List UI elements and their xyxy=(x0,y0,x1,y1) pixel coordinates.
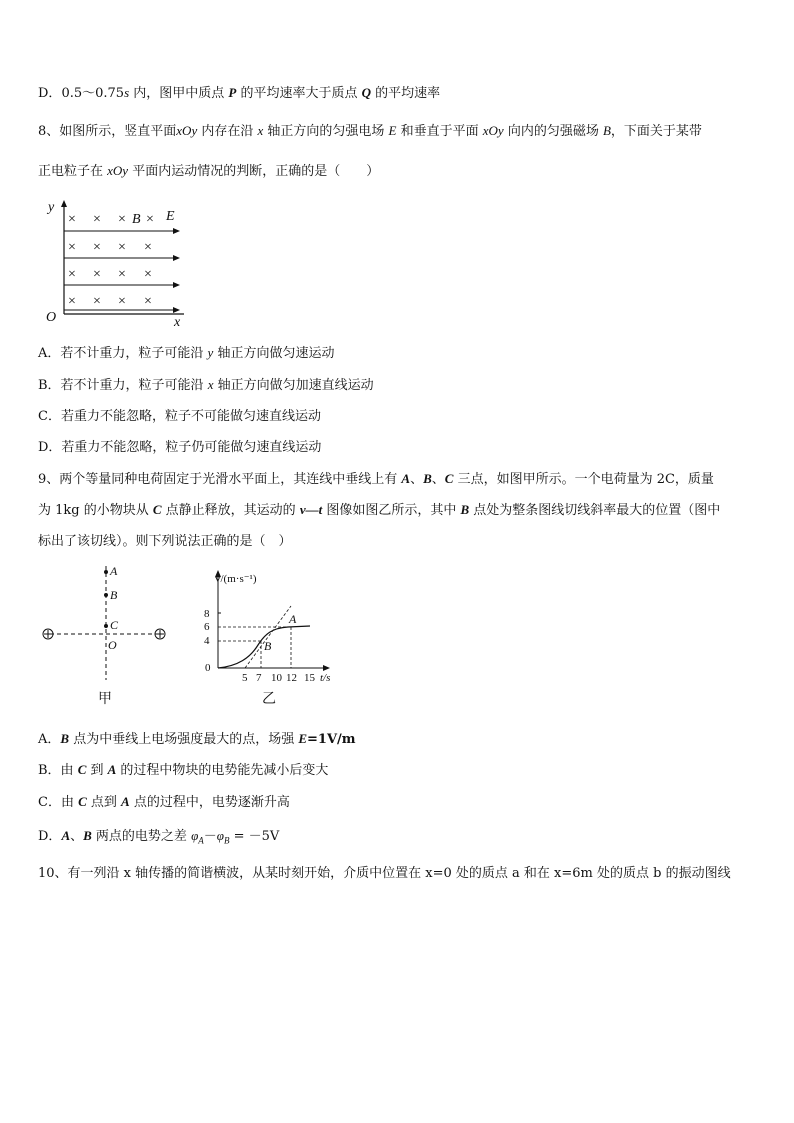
q9-option-c: C．由 C 点到 A 点的过程中，电势逐渐升高 xyxy=(38,794,290,810)
point-c-label: C xyxy=(110,618,119,632)
charge-right xyxy=(155,629,165,639)
y-tick-4: 4 xyxy=(204,635,210,647)
tangent-line xyxy=(245,606,291,668)
curve-point-b: B xyxy=(264,639,272,653)
point-a-label: A xyxy=(110,564,118,578)
svg-text:×: × xyxy=(93,212,101,227)
q9-option-a: A．B 点为中垂线上电场强度最大的点，场强 E=1V/m xyxy=(38,731,356,747)
e-field-label: E xyxy=(166,209,175,224)
svg-text:×: × xyxy=(118,212,126,227)
svg-text:×: × xyxy=(68,240,76,255)
q8-option-a: A．若不计重力，粒子可能沿 y 轴正方向做匀速运动 xyxy=(38,345,335,361)
q10-stem-line1: 10、有一列沿 x 轴传播的简谐横波，从某时刻开始，介质中位置在 x=0 处的质点 a 和在 x=6m 处的质点 b 的振动图线 xyxy=(38,866,731,881)
q9-stem-line3: 标出了该切线）。则下列说法正确的是（ ） xyxy=(38,534,292,549)
x-tick-7: 7 xyxy=(256,672,262,684)
x-tick-15: 15 xyxy=(304,672,315,684)
y-axis-arrow xyxy=(61,200,67,207)
q8-field-figure xyxy=(44,196,204,332)
q9-option-d: D．A、B 两点的电势之差 $\varphi_A-\varphi_B = -5V$ xyxy=(38,828,280,846)
x-tick-12: 12 xyxy=(286,672,297,684)
svg-text:×: × xyxy=(118,267,126,282)
q8-option-b: B．若不计重力，粒子可能沿 x 轴正方向做匀加速直线运动 xyxy=(38,377,374,393)
q7-option-d: D．0.5～0.75s 内，图甲中质点 P 的平均速率大于质点 Q 的平均速率 xyxy=(38,85,441,101)
q9-figure-yi xyxy=(198,562,348,710)
svg-text:×: × xyxy=(93,294,101,309)
point-a-dot xyxy=(104,570,108,574)
q9-stem-line1: 9、两个等量同种电荷固定于光滑水平面上，其连线中垂线上有 A、B、C 三点，如图甲所示。一个电荷量为 2C，质量 xyxy=(38,471,714,487)
q8-option-d: D．若重力不能忽略，粒子仍可能做匀速直线运动 xyxy=(38,440,322,455)
svg-text:×: × xyxy=(93,267,101,282)
svg-text:×: × xyxy=(144,267,152,282)
svg-text:×: × xyxy=(144,240,152,255)
q8-stem-line2: 正电粒子在 xOy 平面内运动情况的判断，正确的是（ ） xyxy=(38,163,380,179)
svg-text:×: × xyxy=(118,240,126,255)
guide-dashes xyxy=(218,606,291,668)
svg-text:×: × xyxy=(146,212,154,227)
q9-stem-line2: 为 1kg 的小物块从 C 点静止释放，其运动的 v—t 图像如图乙所示，其中 B 点处为整条图线切线斜率最大的位置（图中 xyxy=(38,502,721,518)
svg-text:×: × xyxy=(93,240,101,255)
svg-text:×: × xyxy=(118,294,126,309)
y-tick-0: 0 xyxy=(205,662,211,674)
y-tick-8: 8 xyxy=(204,608,210,620)
point-b-label: B xyxy=(110,588,118,602)
q9-figure-jia xyxy=(36,562,176,710)
point-o-label: O xyxy=(108,638,117,652)
b-field-label: B xyxy=(132,212,141,227)
magnetic-field-crosses xyxy=(68,212,154,309)
origin-label: O xyxy=(46,310,57,325)
figure-yi-caption: 乙 xyxy=(262,692,276,707)
point-b-dot xyxy=(104,593,108,597)
svg-text:×: × xyxy=(68,267,76,282)
q9-option-b: B．由 C 到 A 的过程中物块的电势能先减小后变大 xyxy=(38,762,329,778)
x-tick-5: 5 xyxy=(242,672,248,684)
q8-stem-line1: 8、如图所示，竖直平面xOy 内存在沿 x 轴正方向的匀强电场 E 和垂直于平面 xOy 向内的匀强磁场 B，下面关于某带 xyxy=(38,123,702,139)
y-tick-6: 6 xyxy=(204,621,210,633)
charge-left xyxy=(43,629,53,639)
figure-jia-caption: 甲 xyxy=(98,692,112,707)
y-axis-label: y xyxy=(48,200,55,215)
svg-text:×: × xyxy=(68,212,76,227)
x-axis-label: x xyxy=(174,315,181,330)
q8-option-c: C．若重力不能忽略，粒子不可能做匀速直线运动 xyxy=(38,409,321,424)
point-c-dot xyxy=(104,624,108,628)
y-axis-label: v/(m·s⁻¹) xyxy=(215,573,257,585)
x-axis-label: t/s xyxy=(320,672,331,684)
svg-text:×: × xyxy=(144,294,152,309)
x-tick-10: 10 xyxy=(271,672,282,684)
curve-point-a: A xyxy=(289,612,297,626)
svg-text:×: × xyxy=(68,294,76,309)
